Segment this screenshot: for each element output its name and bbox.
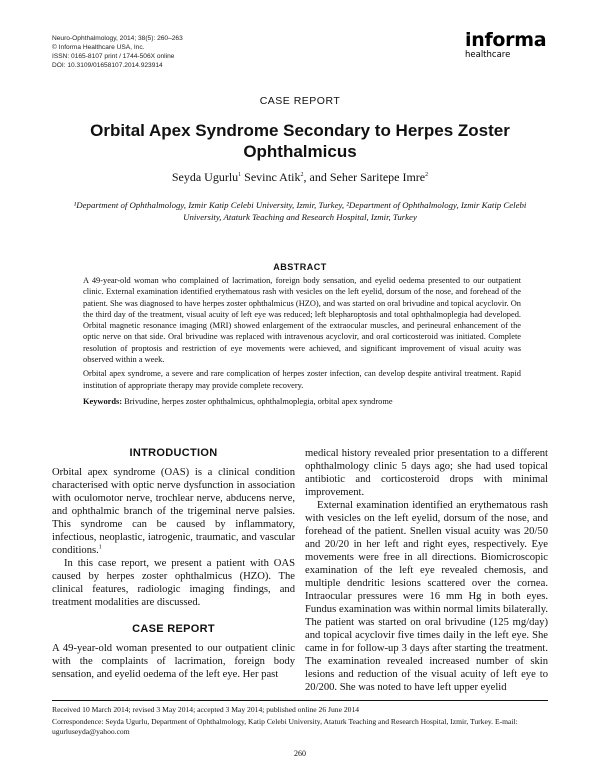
author-sup: 2 bbox=[300, 172, 304, 178]
article-title: Orbital Apex Syndrome Secondary to Herpes Zoster Ophthalmicus bbox=[90, 121, 510, 161]
author-sup: 1 bbox=[238, 172, 242, 178]
paragraph bbox=[52, 466, 295, 557]
affiliations: ¹Department of Ophthalmology, Izmir Katip Celebi University, Izmir, Turkey, ²Department of Ophthalmology, Izmir Katip Celebi University, Ataturk Teaching and Research Hospital, Izmir, Turkey bbox=[73, 200, 527, 222]
issn: ISSN: 0165-8107 print / 1744-506X online bbox=[52, 53, 175, 60]
author-sup: 2 bbox=[425, 172, 429, 178]
keywords-label: Keywords: bbox=[83, 396, 123, 406]
left-column bbox=[52, 447, 295, 681]
citation-ref: 1 bbox=[98, 544, 102, 551]
section-heading: INTRODUCTION bbox=[129, 447, 218, 459]
author: and Seher Saritepe Imre bbox=[309, 170, 426, 184]
page-number: 260 bbox=[294, 749, 306, 758]
article-type: CASE REPORT bbox=[259, 95, 341, 107]
doi: DOI: 10.3109/01658107.2014.923914 bbox=[52, 62, 163, 69]
keywords-list: Brivudine, herpes zoster ophthalmicus, ophthalmoplegia, orbital apex syndrome bbox=[124, 396, 393, 406]
logo-main: informa bbox=[465, 29, 547, 51]
author: Sevinc Atik bbox=[244, 170, 301, 184]
copyright: © Informa Healthcare USA, Inc. bbox=[52, 44, 145, 51]
journal-meta bbox=[52, 34, 183, 70]
abstract-heading: ABSTRACT bbox=[273, 262, 327, 272]
authors: Seyda Ugurlu$^1$ Sevinc Atik$^2$, and Seher Saritepe Imre$^2$ bbox=[171, 170, 429, 184]
paragraph: medical history revealed prior presentation to a different ophthalmology clinic 5 days ago; she had used topical antibiotic and corticosteroid drops with minimal improvement. bbox=[305, 448, 548, 498]
paragraph: External examination identified an erythematous rash with vesicles on the left eyelid, dorsum of the nose, and forehead of the patient. Snellen visual acuity was 20/50 and 20/20 in her left and right eyes, respectively. Eye movements were free in all directions. Biomicroscopic examination of the left eye revealed chemosis, and multiple dendritic lesions scattered over the cornea. Intraocular pressures were 16 mm Hg in both eyes. Fundus examination was within normal limits bilaterally. The patient was started on oral brivudine (125 mg/day) and topical acyclovir five times daily in the left eye. She came in for follow-up 3 days after starting the treatment. The examination revealed increased number of skin lesions and reduction of the visual acuity of left eye to 20/200. She was noted to have left upper eyelid bbox=[305, 500, 548, 693]
citation: Neuro-Ophthalmology, 2014; 38(5): 260–263 bbox=[52, 35, 183, 42]
logo-sub: healthcare bbox=[465, 50, 511, 60]
footnote-divider bbox=[52, 700, 548, 701]
author: Seyda Ugurlu bbox=[171, 170, 239, 184]
paragraph: In this case report, we present a patient with OAS caused by herpes zoster ophthalmicus (HZO). The clinical features, radiologic imaging findings, and treatment modalities are discussed. bbox=[52, 558, 295, 608]
paragraph: A 49-year-old woman presented to our outpatient clinic with the complaints of lacrimation, foreign body sensation, and eyelid oedema of the left eye. Her past bbox=[52, 643, 295, 680]
correspondence: Correspondence: Seyda Ugurlu, Department of Ophthalmology, Katip Celebi University, Ataturk Teaching and Research Hospital, Izmir, Turkey. E-mail: ugurluseyda@yahoo.com bbox=[52, 717, 518, 736]
abstract-text bbox=[83, 275, 521, 407]
keywords bbox=[83, 396, 521, 407]
footnotes bbox=[52, 705, 548, 737]
abstract-paragraph: Orbital apex syndrome, a severe and rare complication of herpes zoster infection, can develop despite antiviral treatment. Rapid institution of appropriate therapy may provide complete recovery. bbox=[83, 369, 521, 390]
publisher-logo bbox=[465, 30, 546, 60]
dates: Received 10 March 2014; revised 3 May 2014; accepted 3 May 2014; published online 26 June 2014 bbox=[52, 705, 360, 714]
paragraph-text: Orbital apex syndrome (OAS) is a clinical condition characterised with optic nerve dysfunction in association with oculomotor nerve, trochlear nerve, abducens nerve, and ophthalmic branch of the trigeminal nerve palsies. This syndrome can be caused by inflammatory, infectious, neoplastic, iatrogenic, traumatic, and vascular conditions. bbox=[52, 467, 295, 556]
section-heading: CASE REPORT bbox=[132, 623, 215, 635]
abstract-paragraph: A 49-year-old woman who complained of lacrimation, foreign body sensation, and eyelid oedema presented to our outpatient clinic. External examination identified erythematous rash with vesicles on the left eyelid, dorsum of the nose, and forehead of the patient. She was diagnosed to have herpes zoster ophthalmicus (HZO), and was started on oral brivudine and topical acyclovir. On the third day of the treatment, visual acuity of left eye was reduced; left blepharoptosis and total ophthalmoplegia had developed. Orbital magnetic resonance imaging (MRI) showed enlargement of the extraocular muscles, and perineural enhancement of the optic nerve on that side. Oral brivudine was replaced with intravenous acyclovir, and oral corticosteroid was initiated. Complete resolution of proptosis and restriction of eye movements were achieved, and significant improvement of visual acuity was observed within a week. bbox=[83, 276, 521, 365]
right-column bbox=[305, 447, 548, 694]
